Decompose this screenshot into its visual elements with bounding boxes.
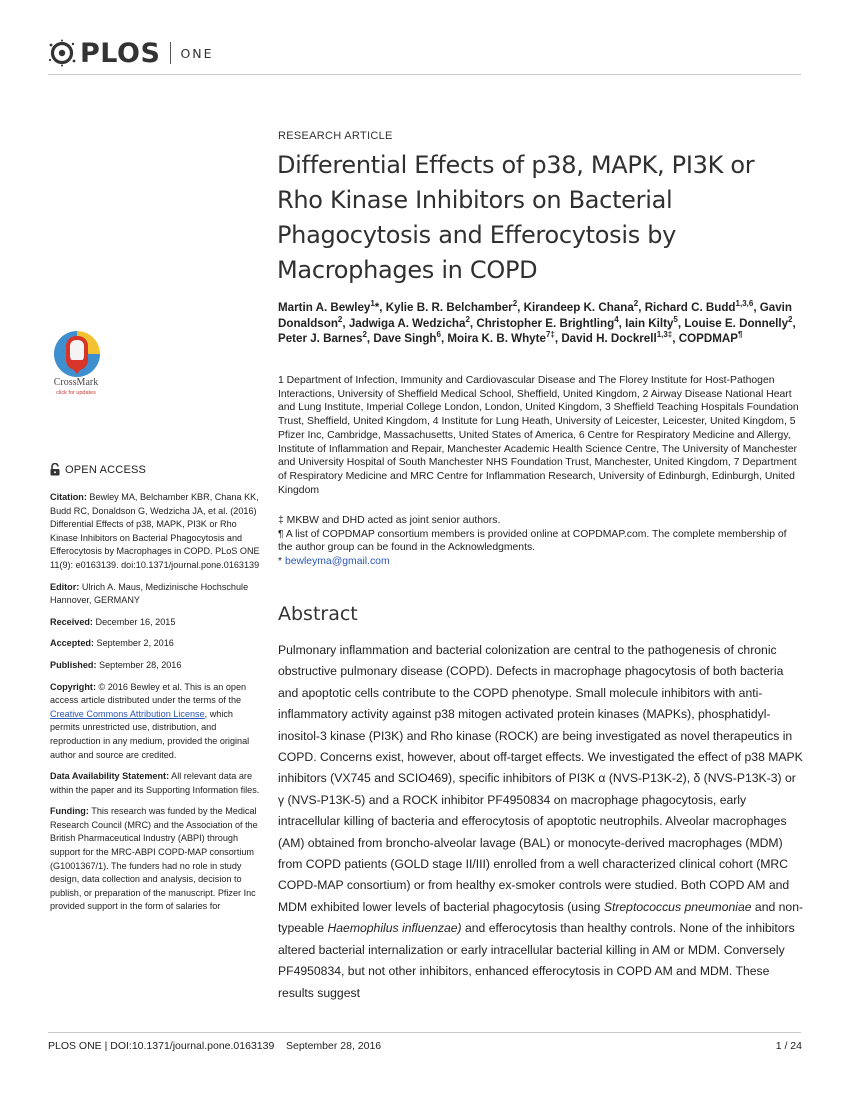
editor-label: Editor: bbox=[50, 581, 80, 592]
data-availability-text: All relevant data are within the paper and its Supporting Information files. bbox=[50, 771, 260, 795]
author-name: Kirandeep K. Chana bbox=[523, 301, 634, 314]
author-separator: , bbox=[342, 316, 349, 330]
copyright-block bbox=[50, 681, 262, 763]
received-label: Received: bbox=[50, 616, 93, 627]
open-lock-icon bbox=[50, 463, 60, 476]
author-separator: , bbox=[517, 301, 524, 314]
accepted-label: Accepted: bbox=[50, 638, 94, 649]
author-name: Richard C. Budd bbox=[644, 301, 736, 314]
published-label: Published: bbox=[50, 659, 97, 670]
article-type: RESEARCH ARTICLE bbox=[278, 130, 393, 142]
crossmark-label: CrossMark bbox=[53, 377, 99, 388]
author-separator: , bbox=[753, 301, 760, 314]
author-separator: , bbox=[638, 301, 645, 314]
author-affiliation-marker: 2 bbox=[633, 299, 639, 309]
abstract-heading: Abstract bbox=[278, 603, 358, 625]
citation-block bbox=[50, 491, 262, 573]
page-number: 1 / 24 bbox=[775, 1040, 802, 1052]
logo-journal-name: ONE bbox=[180, 45, 214, 61]
editor-text: Ulrich A. Maus, Medizinische Hochschule Hannover, GERMANY bbox=[50, 581, 249, 606]
author-name: Louise E. Donnelly bbox=[684, 316, 789, 330]
citation-label: Citation: bbox=[50, 492, 87, 502]
consortium-note: ¶ A list of COPDMAP consortium members is provided online at COPDMAP.com. The complete membership of the author group can be found in the Acknowledgments. bbox=[278, 528, 787, 554]
footer-date: September 28, 2016 bbox=[285, 1040, 382, 1052]
accepted-date: September 2, 2016 bbox=[96, 638, 174, 649]
data-availability-label: Data Availability Statement: bbox=[50, 771, 170, 782]
published-date: September 28, 2016 bbox=[99, 659, 182, 670]
affiliations: 1 Department of Infection, Immunity and Cardiovascular Disease and The Florey Institute for Host-Pathogen Interactions, University of Sheffield Medical School, Sheffield, United Kingdom, 2 Airway Disease National Heart and Lung Institute, Imperial College London, London, United Kingdom, 3 Sheffield Teaching Hospitals Foundation Trust, Sheffield, United Kingdom, 4 Institute for Lung Heath, University of Leicester, Leicester, United Kingdom, 5 Pfizer Inc, Cambridge, Massachusetts, United States of America, 6 Centre for Respiratory Medicine and Allergy, Institute of Inflammation and Repair, Manchester Academic Health Science Centre, The University of Manchester and University Hospital of South Manchester NHS Foundation Trust, Manchester, United Kingdom, 7 Department of Respiratory Medicine and MRC Centre for Inflammation Research, University of Edinburgh, Edinburgh, United Kingdom bbox=[278, 375, 799, 496]
author-name: Christopher E. Brightling bbox=[476, 316, 615, 330]
author-affiliation-marker: 2 bbox=[362, 330, 367, 340]
editor-block bbox=[50, 581, 262, 608]
author-separator: , bbox=[792, 316, 796, 330]
citation-text: Bewley MA, Belchamber KBR, Chana KK, Budd RC, Donaldson G, Wedzicha JA, et al. (2016) Differential Effects of p38, MAPK, PI3K or Rho Kinase Inhibitors on Bacterial Phagocytosis and Efferocytosis by Macrophages in COPD. PLoS ONE 11(9): e0163139. doi:10.1371/journal.pone.0163139 bbox=[50, 492, 260, 570]
footer-divider bbox=[48, 1032, 801, 1033]
author-separator: , bbox=[672, 332, 679, 345]
header-divider bbox=[48, 74, 801, 75]
author-separator: , bbox=[440, 332, 448, 345]
author-affiliation-marker: 2 bbox=[465, 314, 470, 324]
author-name: Iain Kilty bbox=[625, 316, 674, 330]
plos-one-logo[interactable] bbox=[48, 36, 214, 70]
funding-block bbox=[50, 805, 262, 914]
open-access-label: OPEN ACCESS bbox=[65, 463, 147, 476]
author-separator: , bbox=[554, 332, 562, 345]
logo-divider bbox=[170, 42, 171, 64]
received-block bbox=[50, 616, 262, 630]
footer-doi: DOI:10.1371/journal.pone.0163139 bbox=[110, 1040, 275, 1052]
data-availability-block bbox=[50, 770, 262, 797]
author-name: Gavin Donaldson bbox=[278, 301, 792, 330]
author-name: David H. Dockrell bbox=[561, 332, 657, 345]
species-name-2: Haemophilus influenzae) bbox=[327, 921, 462, 936]
abstract-part-1: Pulmonary inflammation and bacterial colonization are central to the pathogenesis of chronic obstructive pulmonary disease (COPD). Defects in macrophage phagocytosis of both bacteria and apoptotic cells contribute to the COPD phenotype. Small molecule inhibitors with anti-inflammatory activity against p38 mitogen activated protein kinases (MAPKs), phosphatidyl-inositol-3 kinase (PI3K) and Rho kinase (ROCK) are being investigated as novel therapeutics in COPD. Concerns exist, however, about off-target effects. We investigated the effect of p38 MAPK inhibitors (VX745 and SCIO469), specific inhibitors of PI3K α (NVS-P13K-2), δ (NVS-P13K-3) or γ (NVS-P13K-5) and a ROCK inhibitor PF4950834 on macrophage phagocytosis, early intracellular killing of bacteria and efferocytosis of apoptotic neutrophils. Alveolar macrophages (AM) obtained from broncho-alveolar lavage (BAL) or monocyte-derived macrophages (MDM) from COPD patients (GOLD stage II/III) enrolled from a well characterized clinical cohort (MRC COPD-MAP consortium) or from healthy ex-smoker controls were studied. Both COPD AM and MDM exhibited lower levels of bacterial phagocytosis (using bbox=[278, 643, 803, 914]
author-separator: *, bbox=[374, 301, 386, 314]
email-link[interactable]: bewleyma@gmail.com bbox=[284, 556, 390, 568]
species-name-1: Streptococcus pneumoniae bbox=[603, 899, 752, 914]
copyright-text: © 2016 Bewley et al. This is an open access article distributed under the terms of the bbox=[50, 681, 247, 706]
footer-journal: PLOS ONE bbox=[48, 1040, 102, 1052]
author-notes bbox=[278, 514, 802, 569]
author-name: Martin A. Bewley bbox=[278, 301, 371, 314]
author-name: Kylie B. R. Belchamber bbox=[385, 301, 513, 314]
accepted-block bbox=[50, 637, 262, 651]
funding-text: This research was funded by the Medical Research Council (MRC) and the Association of the British Pharmaceutical Industry (ABPI) through support for the MRC-ABPI COPD-MAP consortium (G1001367/1). The funders had no role in study design, data collection and analysis, decision to publish, or preparation of the manuscript. Pfizer Inc provided support in the form of salaries for bbox=[50, 806, 258, 912]
author-affiliation-marker: 2 bbox=[337, 314, 343, 324]
author-affiliation-marker: 6 bbox=[436, 330, 441, 340]
abstract-part-3: and efferocytosis than healthy controls. None of the inhibitors altered bacterial internalization or early intracellular bacterial killing in AM or MDM. Conversely PF4950834, but not other inhibitors, enhanced efferocytosis in COPD AM and MDM. These results suggest bbox=[278, 921, 795, 1000]
abstract-part-2: and non-typeable bbox=[278, 899, 804, 936]
author-separator: , bbox=[618, 316, 626, 330]
logo-wordmark: PLOS bbox=[80, 37, 161, 69]
author-name: Peter J. Barnes bbox=[278, 332, 363, 345]
author-affiliation-marker: 7‡ bbox=[545, 330, 555, 340]
plos-logo-icon bbox=[48, 39, 76, 67]
author-name: Dave Singh bbox=[373, 332, 437, 345]
copyright-label: Copyright: bbox=[50, 681, 96, 692]
author-name: Moira K. B. Whyte bbox=[447, 332, 546, 345]
author-list bbox=[278, 300, 802, 347]
license-link[interactable]: Creative Commons Attribution License bbox=[50, 708, 205, 719]
author-affiliation-marker: 2 bbox=[512, 299, 518, 309]
author-name: COPDMAP bbox=[678, 332, 738, 345]
author-affiliation-marker: ¶ bbox=[737, 330, 743, 340]
article-title: Differential Effects of p38, MAPK, PI3K or Rho Kinase Inhibitors on Bacterial Phagocytosis and Efferocytosis by Macrophages in COPD bbox=[277, 151, 755, 284]
author-affiliation-marker: 2 bbox=[788, 314, 793, 324]
author-affiliation-marker: 1,3,6 bbox=[735, 299, 754, 309]
author-affiliation-marker: 5 bbox=[673, 314, 678, 324]
corresponding-email bbox=[278, 555, 802, 569]
copyright-text-end: , which permits unrestricted use, distribution, and reproduction in any medium, provided the original author and source are credited. bbox=[50, 708, 250, 760]
email-marker: * bbox=[278, 556, 283, 568]
published-block bbox=[50, 659, 262, 673]
received-date: December 16, 2015 bbox=[95, 616, 176, 627]
author-affiliation-marker: 1 bbox=[370, 299, 375, 309]
author-affiliation-marker: 1,3‡ bbox=[656, 330, 673, 340]
author-separator: , bbox=[469, 316, 477, 330]
funding-label: Funding: bbox=[50, 806, 89, 817]
article-info-sidebar bbox=[50, 491, 262, 922]
author-separator: , bbox=[366, 332, 374, 345]
author-affiliation-marker: 4 bbox=[614, 314, 619, 324]
joint-authors-note: ‡ MKBW and DHD acted as joint senior authors. bbox=[278, 515, 501, 526]
author-name: Jadwiga A. Wedzicha bbox=[348, 316, 466, 330]
open-access-badge bbox=[50, 463, 146, 476]
crossmark-sublabel: click for updates bbox=[56, 390, 96, 396]
abstract-text bbox=[278, 640, 805, 1004]
author-separator: , bbox=[677, 316, 685, 330]
footer-citation: PLOS ONE | DOI:10.1371/journal.pone.0163139 September 28, 2016 bbox=[48, 1040, 382, 1052]
